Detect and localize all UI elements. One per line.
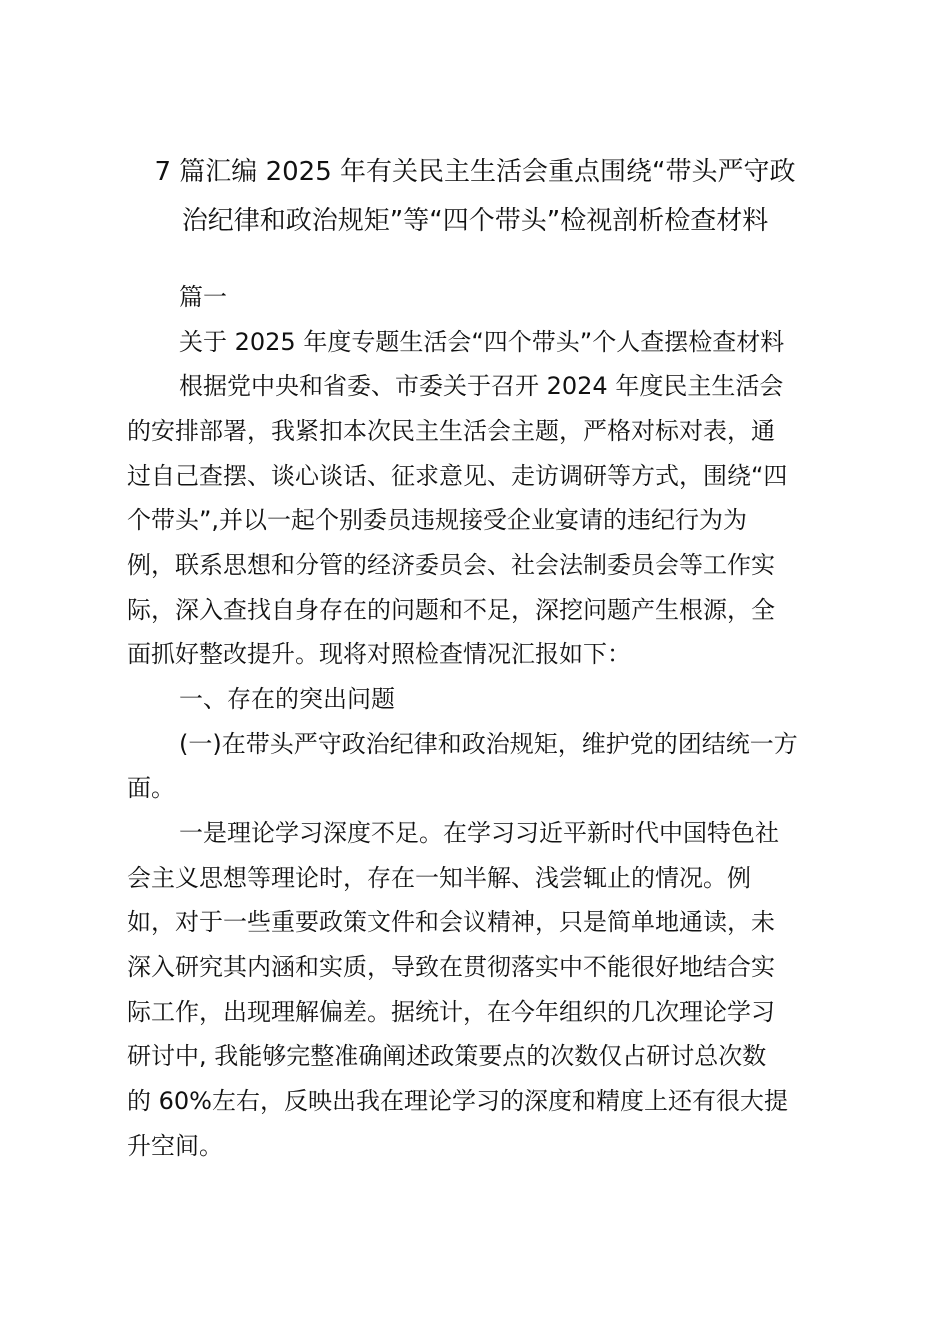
paragraph-line: 根据党中央和省委、市委关于召开 2024 年度民主生活会 bbox=[179, 372, 784, 400]
subsection-heading: 面。 bbox=[127, 774, 175, 802]
paragraph-line: 个带头”,并以一起个别委员违规接受企业宴请的违纪行为为 bbox=[127, 506, 748, 534]
section-label: 篇一 bbox=[179, 283, 227, 311]
paragraph-line: 会主义思想等理论时，存在一知半解、浅尝辄止的情况。例 bbox=[127, 864, 751, 892]
subsection-heading: (一)在带头严守政治纪律和政治规矩，维护党的团结统一方 bbox=[179, 730, 798, 758]
paragraph-line: 研讨中, 我能够完整准确阐述政策要点的次数仅占研讨总次数 bbox=[127, 1042, 767, 1070]
paragraph-line: 例，联系思想和分管的经济委员会、社会法制委员会等工作实 bbox=[127, 551, 775, 579]
section-heading: 一、存在的突出问题 bbox=[179, 685, 395, 713]
subtitle: 关于 2025 年度专题生活会“四个带头”个人查摆检查材料 bbox=[179, 328, 785, 356]
paragraph-line: 面抓好整改提升。现将对照检查情况汇报如下： bbox=[127, 640, 631, 668]
paragraph-line: 际，深入查找自身存在的问题和不足，深挖问题产生根源，全 bbox=[127, 596, 775, 624]
paragraph-line: 如，对于一些重要政策文件和会议精神，只是简单地通读，未 bbox=[127, 908, 775, 936]
document-title-line-1: 7 篇汇编 2025 年有关民主生活会重点围绕“带头严守政 bbox=[154, 157, 796, 187]
paragraph-line: 过自己查摆、谈心谈话、征求意见、走访调研等方式，围绕“四 bbox=[127, 462, 788, 490]
paragraph-line: 的安排部署，我紧扣本次民主生活会主题，严格对标对表，通 bbox=[127, 417, 775, 445]
paragraph-line: 一是理论学习深度不足。在学习习近平新时代中国特色社 bbox=[179, 819, 779, 847]
paragraph-line: 际工作，出现理解偏差。据统计，在今年组织的几次理论学习 bbox=[127, 998, 775, 1026]
paragraph-line: 的 60%左右，反映出我在理论学习的深度和精度上还有很大提 bbox=[127, 1087, 788, 1115]
document-title-line-2: 治纪律和政治规矩”等“四个带头”检视剖析检查材料 bbox=[181, 206, 769, 236]
paragraph-line: 深入研究其内涵和实质，导致在贯彻落实中不能很好地结合实 bbox=[127, 953, 775, 981]
paragraph-line: 升空间。 bbox=[127, 1132, 223, 1160]
